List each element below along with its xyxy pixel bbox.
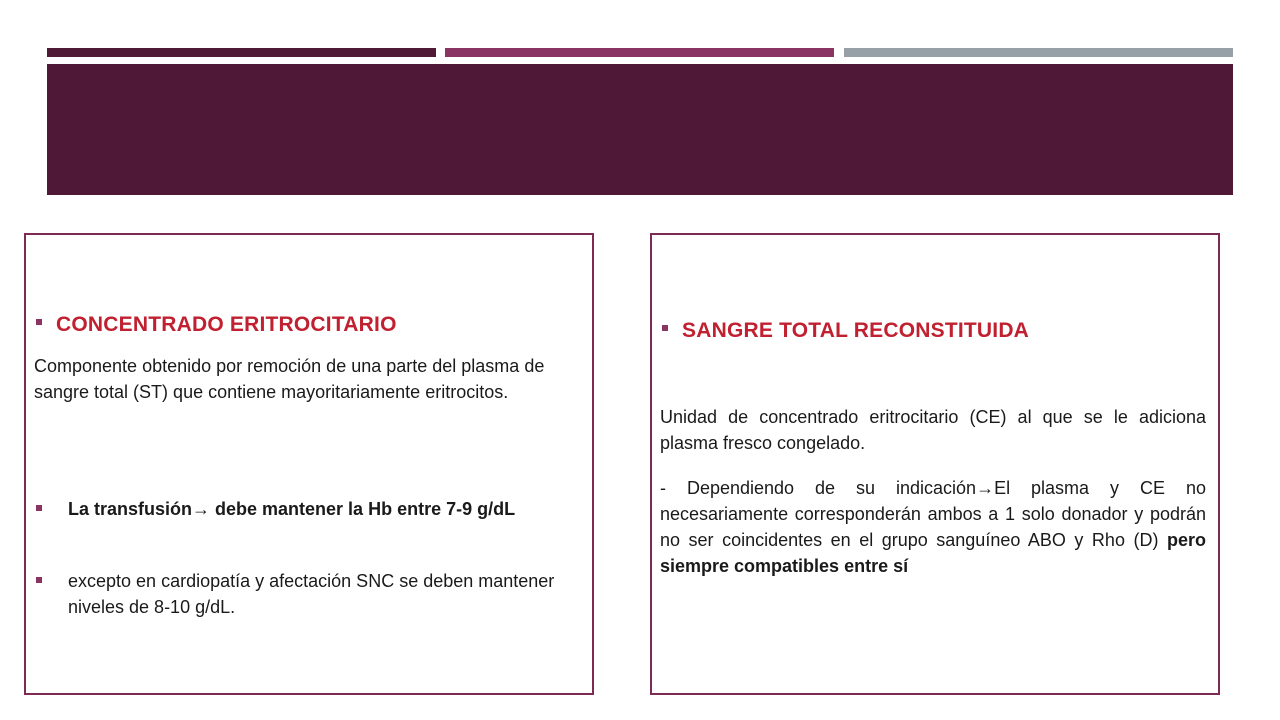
bullet-square-icon — [662, 325, 668, 331]
right-arrow-icon: → — [976, 478, 995, 498]
exception-text: excepto en cardiopatía y afectación SNC se deben mantener niveles de 8-10 g/dL. — [68, 571, 555, 617]
left-bullet-exception — [36, 568, 566, 620]
left-bullet-transfusion — [36, 496, 566, 522]
accent-strip-dark — [47, 48, 436, 57]
right-heading — [662, 319, 1029, 343]
accent-strip-magenta — [445, 48, 834, 57]
left-description: Componente obtenido por remoción de una parte del plasma de sangre total (ST) que contiene mayoritariamente eritrocitos. — [34, 356, 545, 402]
accent-strip-gray — [844, 48, 1233, 57]
left-heading — [36, 313, 397, 337]
title-band — [47, 64, 1233, 195]
right-paragraph-2 — [660, 475, 1206, 579]
para2-prefix: - Dependiendo de su indicación — [660, 478, 977, 498]
transfusion-text-b: debe mantener la Hb entre 7-9 g/dL — [210, 499, 516, 519]
transfusion-text — [68, 496, 566, 522]
bullet-square-icon — [36, 319, 42, 325]
right-paragraph-1: Unidad de concentrado eritrocitario (CE) al que se le adiciona plasma fresco congelado. — [660, 407, 1206, 453]
bullet-square-icon — [36, 505, 42, 511]
para2-bold: pero siempre compatibles entre sí — [660, 530, 1206, 576]
bullet-square-icon — [36, 577, 42, 583]
transfusion-text-a: La transfusión — [68, 499, 193, 519]
left-content-box — [24, 233, 594, 695]
right-heading-text: SANGRE TOTAL RECONSTITUIDA — [682, 319, 1030, 342]
right-arrow-icon: → — [192, 499, 211, 519]
para2-body: El plasma y CE no necesariamente corresponderán ambos a 1 solo donador y podrán no ser coincidentes en el grupo sanguíneo ABO y Rho (D) — [660, 478, 1206, 550]
right-content-box — [650, 233, 1220, 695]
left-heading-text: CONCENTRADO ERITROCITARIO — [56, 313, 397, 336]
